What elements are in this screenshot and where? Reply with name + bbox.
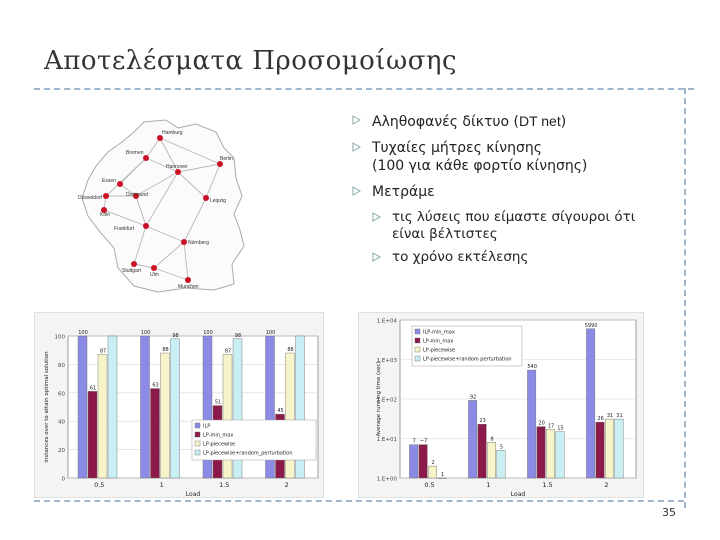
city-label: Leipzig [210, 198, 226, 204]
data-label: 87 [99, 348, 107, 355]
legend-swatch [415, 338, 420, 343]
data-label: 7 [412, 438, 416, 445]
data-label: 23 [479, 418, 486, 425]
y-tick-label: 1.E+02 [376, 397, 397, 404]
legend-swatch [415, 329, 420, 334]
sub-bullet-text: το χρόνο εκτέλεσης [392, 249, 529, 265]
bar [468, 400, 476, 478]
x-tick-label: 1 [486, 481, 491, 489]
legend-label: LP-piecewise+random perturbation [423, 356, 512, 363]
y-tick-label: 1.E+01 [376, 437, 397, 443]
x-tick-label: 2 [284, 481, 289, 489]
city-label: Bremen [126, 150, 144, 156]
bar [419, 445, 427, 478]
legend-label: LP-min_max [203, 432, 234, 439]
data-label: 100 [78, 330, 88, 336]
city-label: Dortmund [126, 192, 148, 198]
city-label: Ulm [150, 272, 159, 278]
bar [88, 391, 97, 478]
x-tick-label: 1 [159, 481, 164, 489]
legend-swatch [415, 347, 420, 352]
y-tick-label: 100 [54, 334, 65, 341]
y-tick-label: 1.E+00 [376, 476, 397, 483]
data-label: ~7 [419, 438, 428, 445]
bullet-list [352, 112, 682, 272]
sub-bullet-text: τις λύσεις που είμαστε σίγουροι ότι [392, 209, 636, 225]
x-tick-label: 2 [604, 481, 609, 489]
node-stuttgart [131, 261, 137, 267]
page-number: 35 [662, 506, 676, 519]
data-label: 17 [547, 423, 555, 430]
network-name: DT net [518, 113, 561, 129]
city-label: Köln [100, 212, 111, 218]
y-tick-label: 1.E+03 [376, 358, 397, 364]
data-label: 98 [234, 332, 242, 339]
y-axis-title: Average running time (sec) [376, 361, 382, 437]
data-label: 92 [469, 394, 477, 401]
data-label: 540 [527, 364, 537, 371]
bar [556, 432, 564, 478]
data-label: 20 [538, 420, 545, 427]
legend-label: LP-min_max [423, 338, 454, 345]
node-bremen [143, 155, 149, 161]
sub-bullet-item [372, 249, 682, 266]
y-tick-label: 20 [58, 448, 65, 455]
data-label: 63 [152, 382, 159, 389]
bullet-icon [352, 115, 361, 125]
data-label: 61 [89, 385, 97, 392]
city-label: Berlin [220, 156, 233, 162]
data-label: 88 [162, 347, 169, 354]
data-label: 8 [490, 436, 494, 443]
data-label: 15 [557, 425, 564, 432]
bar [409, 445, 417, 478]
node-ulm [151, 265, 157, 271]
data-label: 5990 [584, 322, 598, 329]
legend-swatch [195, 423, 200, 428]
x-axis-title: Load [510, 491, 526, 498]
bar [537, 427, 545, 478]
node-leipzig [203, 195, 209, 201]
bar [605, 419, 613, 478]
running-time-chart [358, 312, 644, 498]
x-axis-title: Load [185, 491, 201, 498]
legend-label: LP-piecewise+random_perturbation [203, 450, 293, 457]
legend-swatch [195, 441, 200, 446]
data-label: 5 [499, 444, 504, 451]
bullet-item [352, 139, 682, 175]
bar [161, 353, 170, 478]
bottom-divider [34, 500, 684, 502]
right-divider [684, 88, 686, 508]
data-label: 26 [597, 416, 604, 423]
bullet-item [352, 112, 682, 131]
bar [586, 329, 594, 478]
bullet-item [352, 183, 682, 201]
bar [596, 422, 604, 478]
data-label: 1 [440, 472, 445, 478]
sub-bullet-icon [372, 212, 381, 222]
legend-label: ILP [203, 423, 211, 430]
bar [478, 424, 486, 478]
data-label: 87 [224, 348, 232, 355]
x-tick-label: 0.5 [424, 481, 435, 489]
bullet-icon [352, 186, 361, 196]
top-divider [34, 88, 694, 90]
bar [98, 354, 107, 478]
data-label: 100 [265, 330, 276, 336]
bar [497, 450, 505, 478]
bar [428, 466, 436, 478]
bar [615, 419, 623, 478]
bar [438, 478, 446, 479]
data-label: 100 [203, 330, 213, 336]
legend-swatch [195, 450, 200, 455]
bar [527, 370, 535, 478]
bar [108, 336, 117, 478]
node-essen [117, 181, 123, 187]
legend-label: LP-piecewise [423, 347, 456, 354]
x-tick-label: 0.5 [94, 481, 105, 489]
node-dusseldorf [103, 193, 109, 199]
city-label: Hamburg [162, 130, 183, 136]
x-tick-label: 1.5 [219, 481, 230, 489]
node-munchen [185, 277, 191, 283]
bullet-text: (100 για κάθε φορτίο κίνησης) [372, 158, 588, 174]
data-label: 100 [140, 330, 151, 336]
sub-bullet-icon [372, 252, 381, 262]
legend-label: ILP-min_max [423, 329, 455, 336]
bullet-close: ) [560, 114, 567, 130]
sub-bullet-item [372, 209, 682, 243]
germany-outline [82, 120, 244, 292]
y-tick-label: 0 [61, 476, 65, 483]
bar [151, 389, 160, 478]
data-label: 45 [277, 408, 284, 415]
city-label: Stuttgart [122, 268, 141, 274]
bullet-text: Τυχαίες μήτρες κίνησης [372, 140, 542, 156]
x-tick-label: 1.5 [542, 481, 553, 489]
data-label: 51 [214, 399, 222, 406]
sub-bullet-text: είναι βέλτιστες [392, 226, 498, 242]
bar [141, 336, 150, 478]
y-tick-label: 1.E+04 [376, 318, 397, 325]
data-label: 31 [616, 413, 623, 420]
y-tick-label: 40 [58, 419, 65, 426]
data-label: 2 [431, 460, 435, 467]
legend-swatch [415, 356, 420, 361]
city-label: Düsseldorf [78, 195, 102, 201]
city-label: Munchen [178, 284, 199, 290]
optimal-solution-chart [34, 312, 324, 498]
city-label: Essen [102, 178, 116, 184]
bar [171, 339, 180, 478]
data-label: 98 [172, 332, 179, 339]
bullet-icon [352, 142, 361, 152]
bar [78, 336, 87, 478]
node-frankfurt [143, 223, 149, 229]
slide-title: Αποτελέσματα Προσομοίωσης [44, 46, 458, 76]
y-axis-title: instances over to attain optimal solution [44, 351, 50, 463]
bar [546, 429, 554, 478]
bar [487, 442, 495, 478]
bullet-text: Αληθοφανές δίκτυο ( [372, 114, 519, 130]
germany-network-map [74, 118, 254, 296]
node-nurnberg [181, 239, 187, 245]
city-label: Hannover [166, 164, 188, 170]
y-tick-label: 80 [58, 362, 65, 369]
city-label: Frankfurt [114, 226, 135, 232]
data-label: 31 [606, 413, 614, 420]
legend-label: LP-piecewise [203, 441, 236, 448]
data-label: 88 [287, 347, 294, 354]
legend-swatch [195, 432, 200, 437]
bullet-text: Μετράμε [372, 184, 435, 200]
city-label: Nürnberg [188, 240, 209, 246]
y-tick-label: 60 [58, 391, 65, 398]
